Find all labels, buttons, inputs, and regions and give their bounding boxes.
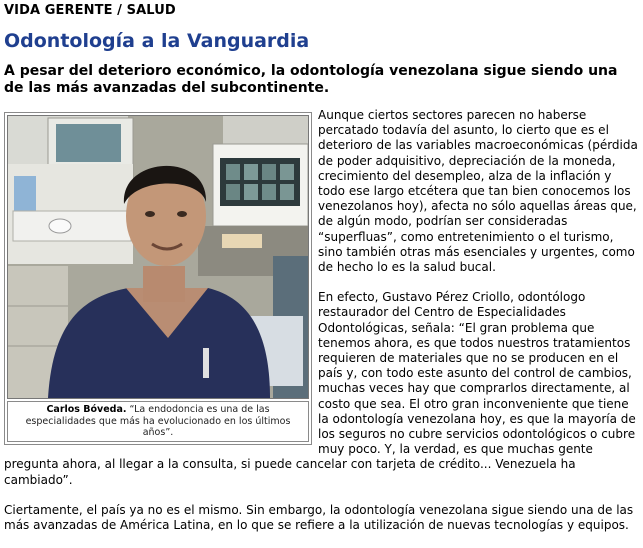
photo-caption — [7, 401, 309, 442]
section-label: VIDA GERENTE / SALUD — [4, 3, 176, 18]
paragraph-3: Ciertamente, el país ya no es el mismo. Sin embargo, la odontología venezolana sigue siendo una de las más avanzadas de América Latina, en lo que se refiere a la utilización de nuevas tecnologías y equipos. — [4, 502, 634, 533]
dentist-photo — [7, 115, 309, 399]
paragraph-1: Aunque ciertos sectores parecen no haberse percatado todavía del asunto, lo cierto que es el deterioro de las variables macroeconómicas (pérdida de poder adquisitivo, depreciación de la moneda, crecimiento del desempleo, alza de la inflación y todo ese largo etcétera que tan bien conocemos los venezolanos hoy), afecta no sólo aquellas áreas que, de algún modo, podrían ser consideradas “superfluas”, como entretenimiento o el turismo, sino también otras más esenciales y urgentes, como de hecho lo es la salud bucal. — [318, 108, 638, 275]
headline: Odontología a la Vanguardia — [4, 30, 310, 52]
article-body — [4, 108, 640, 548]
paragraph-2: En efecto, Gustavo Pérez Criollo, odontólogo restaurador del Centro de Especialidades Odontológicas, señala: “El gran problema que tenemos ahora, es que todos nuestros tratamientos requieren de materiales que no se producen en el país y, con todo este asunto del control de cambios, muchas veces hay que comprarlos directamente, al costo que sea. El otro gran inconveniente que tiene la odontología venezolana hoy, es que la mayoría de los seguros no cubre servicios odontológicos o cubre muy poco. Y, la verdad, es que muchas gente pregunta ahora, al llegar a la consulta, si puede cancelar con tarjeta de crédito... Venezuela ha cambiado”. — [4, 290, 636, 487]
subheadline: A pesar del deterioro económico, la odontología venezolana sigue siendo una de las más avanzadas del subcontinente. — [4, 63, 618, 96]
caption-name: Carlos Bóveda. — [46, 404, 127, 415]
caption-text: “La endodoncia es una de las especialidades que más ha evolucionado en los últimos años”. — [25, 404, 291, 438]
photo-figure — [4, 112, 312, 445]
